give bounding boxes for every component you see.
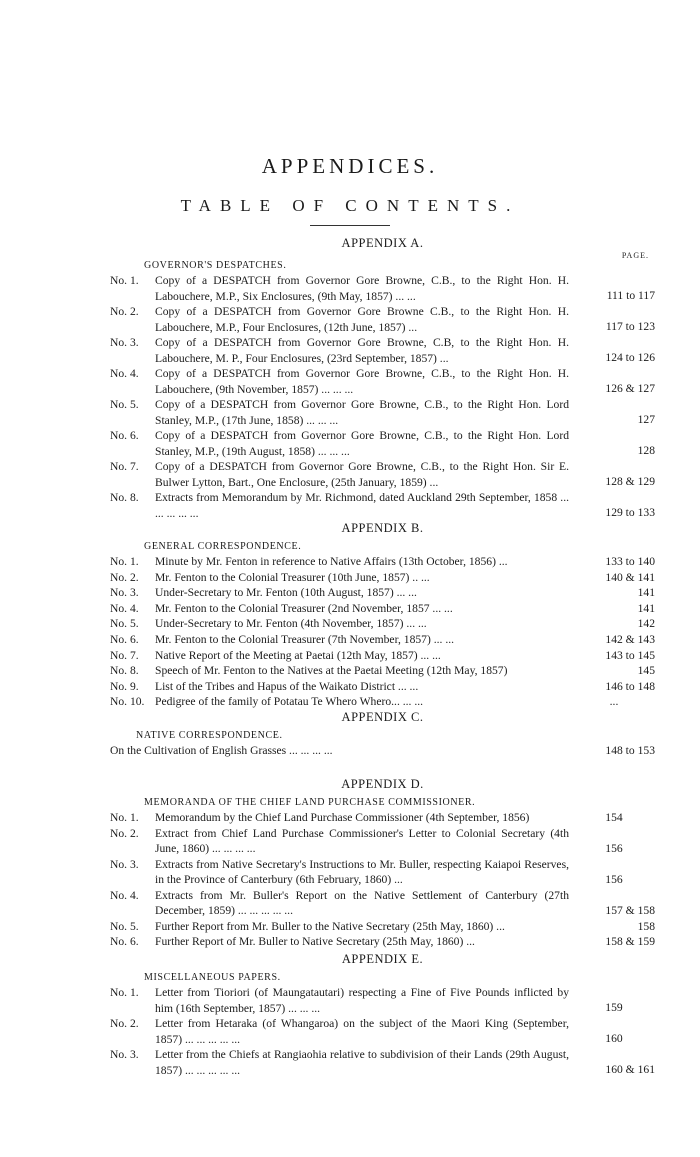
list-item — [110, 810, 655, 826]
entry-number: No. 3. — [110, 1048, 139, 1061]
list-item — [110, 934, 655, 950]
list-item — [110, 490, 655, 521]
entry-page: 111 to 117 — [606, 289, 655, 303]
list-item — [110, 648, 655, 664]
list-item — [110, 616, 655, 632]
list-item — [110, 985, 655, 1016]
entry-page: 158 — [637, 919, 655, 933]
entry-text: Native Report of the Meeting at Paetai (12th May, 1857) ... ... — [155, 648, 441, 662]
entry-page: 156 — [605, 842, 623, 855]
entry-number: No. 3. — [110, 857, 139, 871]
entry-number: No. 7. — [110, 648, 139, 662]
entry-page: 154 — [605, 811, 623, 824]
entry-text: Letter from the Chiefs at Rangiaohia relative to subdivision of their Lands (29th August, 1857) ... ... ... ... ... — [155, 1048, 569, 1077]
entry-text: Letter from Hetaraka (of Whangaroa) on the subject of the Maori King (September, 1857) ... ... ... ... ... — [155, 1017, 569, 1046]
appendix-heading: APPENDIX A. — [341, 236, 424, 250]
entry-number: No. 5. — [110, 617, 139, 631]
entry-text: Further Report of Mr. Buller to Native Secretary (25th May, 1860) ... — [155, 935, 475, 949]
entry-page: 129 to 133 — [605, 506, 655, 520]
appendix-c — [110, 710, 655, 759]
entry-text: Copy of a DESPATCH from Governor Gore Browne C.B., to the Right Hon. H. Labouchere, M.P., Four Enclosures, (12th June, 1857) ... — [155, 305, 569, 334]
entry-number: No. 10. — [110, 695, 145, 709]
appendix-b — [110, 521, 655, 710]
entry-text: Copy of a DESPATCH from Governor Gore Browne, C.B., to the Right Hon. H. Labouchere, M.P., Six Enclosures, (9th May, 1857) ... ... — [155, 274, 569, 303]
appendix-a — [110, 236, 655, 521]
entry-number: No. 6. — [110, 632, 139, 646]
list-item — [110, 826, 655, 857]
entry-number: No. 1. — [110, 555, 139, 568]
list-item — [110, 554, 655, 570]
entry-page: 127 — [637, 413, 655, 427]
appendix-e — [110, 952, 655, 1078]
list-item — [110, 335, 655, 366]
entry-text: Copy of a DESPATCH from Governor Gore Browne, C.B., to the Right Hon. Sir E. Bulwer Lytton, Bart., One Enclosure, (25th January, 1859) ... — [155, 460, 569, 489]
list-item — [110, 428, 655, 459]
appendix-d — [110, 777, 655, 950]
page-column-header: PAGE. — [621, 251, 649, 260]
list-item — [110, 1047, 655, 1078]
entry-text: Mr. Fenton to the Colonial Treasurer (10th June, 1857) .. ... — [155, 570, 430, 584]
entry-page: 146 to 148 — [605, 679, 655, 693]
entry-number: No. 1. — [110, 811, 139, 824]
entry-text: Copy of a DESPATCH from Governor Gore Browne, C.B, to the Right Hon. H. Labouchere, M. P., Four Enclosures, (23rd September, 1857) ... — [155, 336, 569, 365]
entry-text: Copy of a DESPATCH from Governor Gore Browne, C.B., to the Right Hon. Lord Stanley, M.P., (19th August, 1858) ... ... ... — [155, 429, 569, 458]
appendix-heading: APPENDIX E. — [341, 952, 424, 966]
entry-page: 117 to 123 — [605, 320, 655, 334]
entry-page: 143 to 145 — [605, 648, 655, 662]
appendix-category: NATIVE CORRESPONDENCE. — [136, 730, 283, 741]
entry-text: List of the Tribes and Hapus of the Waikato District ... ... — [155, 679, 419, 693]
appendix-heading: APPENDIX B. — [341, 521, 424, 535]
list-item — [110, 919, 655, 935]
list-item — [110, 601, 655, 617]
entry-page: 148 to 153 — [605, 744, 655, 757]
entry-text: Under-Secretary to Mr. Fenton (4th November, 1857) ... ... — [155, 617, 427, 631]
list-item — [110, 397, 655, 428]
entry-number: No. 2. — [110, 1017, 139, 1030]
entry-text: Mr. Fenton to the Colonial Treasurer (7th November, 1857) ... ... — [155, 632, 455, 646]
title-rule — [310, 225, 390, 226]
entry-page: 126 & 127 — [605, 382, 655, 396]
entry-page: 158 & 159 — [605, 935, 655, 949]
entry-page: 156 — [605, 873, 623, 886]
entry-number: No. 9. — [110, 679, 139, 693]
entry-text: Speech of Mr. Fenton to the Natives at the Paetai Meeting (12th May, 1857) — [155, 664, 508, 678]
entry-text: Extracts from Mr. Buller's Report on the Native Settlement of Canterbury (27th December, 1859) ... ... ... ... ... — [155, 888, 569, 918]
entry-text: Extracts from Native Secretary's Instructions to Mr. Buller, respecting Kaiapoi Reserves, in the Province of Canterbury (6th February, 1860) ... — [155, 857, 569, 887]
entry-text: Extracts from Memorandum by Mr. Richmond, dated Auckland 29th September, 1858 ... ... ... ... ... — [155, 491, 569, 520]
appendix-category: MISCELLANEOUS PAPERS. — [144, 972, 281, 983]
entry-page: 133 to 140 — [605, 555, 655, 568]
page-title: APPENDICES. — [261, 154, 439, 178]
entry-text: Mr. Fenton to the Colonial Treasurer (2nd November, 1857 ... ... — [155, 601, 453, 615]
entry-number: No. 6. — [110, 429, 139, 442]
entry-number: No. 1. — [110, 986, 139, 999]
page-subtitle: TABLE OF CONTENTS. — [180, 196, 520, 215]
entry-text: On the Cultivation of English Grasses ... ... ... ... — [110, 744, 333, 757]
entry-page: 142 — [637, 617, 655, 631]
entry-page: 128 & 129 — [605, 475, 655, 489]
entry-text: Letter from Tioriori (of Maungatautari) respecting a Fine of Five Pounds inflicted by him (16th September, 1857) ... ... ... — [155, 986, 569, 1015]
list-item — [110, 679, 655, 695]
list-item — [110, 857, 655, 888]
entry-text: Copy of a DESPATCH from Governor Gore Browne, C.B., to the Right Hon. H. Labouchere, (9th November, 1857) ... ... ... — [155, 367, 569, 396]
appendix-category: GENERAL CORRESPONDENCE. — [144, 541, 302, 552]
list-item — [110, 273, 655, 304]
entry-number: No. 6. — [110, 935, 139, 949]
list-item — [110, 743, 655, 759]
entry-page: 141 — [637, 586, 655, 600]
entry-text: Memorandum by the Chief Land Purchase Commissioner (4th September, 1856) — [155, 811, 530, 824]
entry-text: Under-Secretary to Mr. Fenton (10th August, 1857) ... ... — [155, 586, 417, 600]
entry-number: No. 8. — [110, 491, 139, 504]
list-item — [110, 366, 655, 397]
list-item — [110, 694, 655, 710]
entry-page: 142 & 143 — [605, 632, 655, 646]
appendix-category: GOVERNOR'S DESPATCHES. — [144, 260, 287, 271]
appendix-heading: APPENDIX D. — [341, 777, 424, 791]
entry-number: No. 5. — [110, 919, 139, 933]
entry-number: No. 7. — [110, 460, 139, 473]
entry-page: 124 to 126 — [605, 351, 655, 365]
entry-number: No. 5. — [110, 398, 139, 411]
entry-page: 159 — [605, 1001, 623, 1015]
appendix-heading: APPENDIX C. — [341, 710, 424, 724]
entry-page: 141 — [637, 601, 655, 615]
entry-page: 140 & 141 — [605, 570, 655, 584]
entry-number: No. 4. — [110, 601, 139, 615]
list-item — [110, 304, 655, 335]
entry-number: No. 4. — [110, 367, 139, 380]
entry-page: 145 — [637, 664, 655, 678]
entry-number: No. 1. — [110, 274, 139, 287]
list-item — [110, 570, 655, 586]
entry-page: ... — [609, 695, 619, 709]
entry-number: No. 2. — [110, 826, 139, 840]
entry-number: No. 2. — [110, 305, 139, 318]
list-item — [110, 585, 655, 601]
list-item — [110, 1016, 655, 1047]
entry-text: Minute by Mr. Fenton in reference to Native Affairs (13th October, 1856) ... — [155, 555, 508, 568]
list-item — [110, 632, 655, 648]
entry-number: No. 4. — [110, 888, 139, 902]
entry-page: 160 — [605, 1032, 623, 1046]
appendix-category: MEMORANDA OF THE CHIEF LAND PURCHASE COMMISSIONER. — [144, 797, 476, 808]
list-item — [110, 663, 655, 679]
entry-page: 160 & 161 — [605, 1063, 655, 1077]
entry-number: No. 3. — [110, 586, 139, 600]
entry-page: 128 — [637, 444, 655, 458]
entry-text: Further Report from Mr. Buller to the Native Secretary (25th May, 1860) ... — [155, 919, 505, 933]
entry-number: No. 8. — [110, 664, 139, 678]
entry-text: Copy of a DESPATCH from Governor Gore Browne, C.B., to the Right Hon. Lord Stanley, M.P., (17th June, 1858) ... ... ... — [155, 398, 569, 427]
list-item — [110, 459, 655, 490]
entry-page: 157 & 158 — [605, 904, 655, 917]
entry-number: No. 3. — [110, 336, 139, 349]
entry-text: Pedigree of the family of Potatau Te Whero Whero... ... ... — [155, 695, 424, 709]
entry-number: No. 2. — [110, 570, 139, 584]
list-item — [110, 888, 655, 919]
entry-text: Extract from Chief Land Purchase Commissioner's Letter to Colonial Secretary (4th June, 1860) ... ... ... ... — [155, 826, 569, 856]
